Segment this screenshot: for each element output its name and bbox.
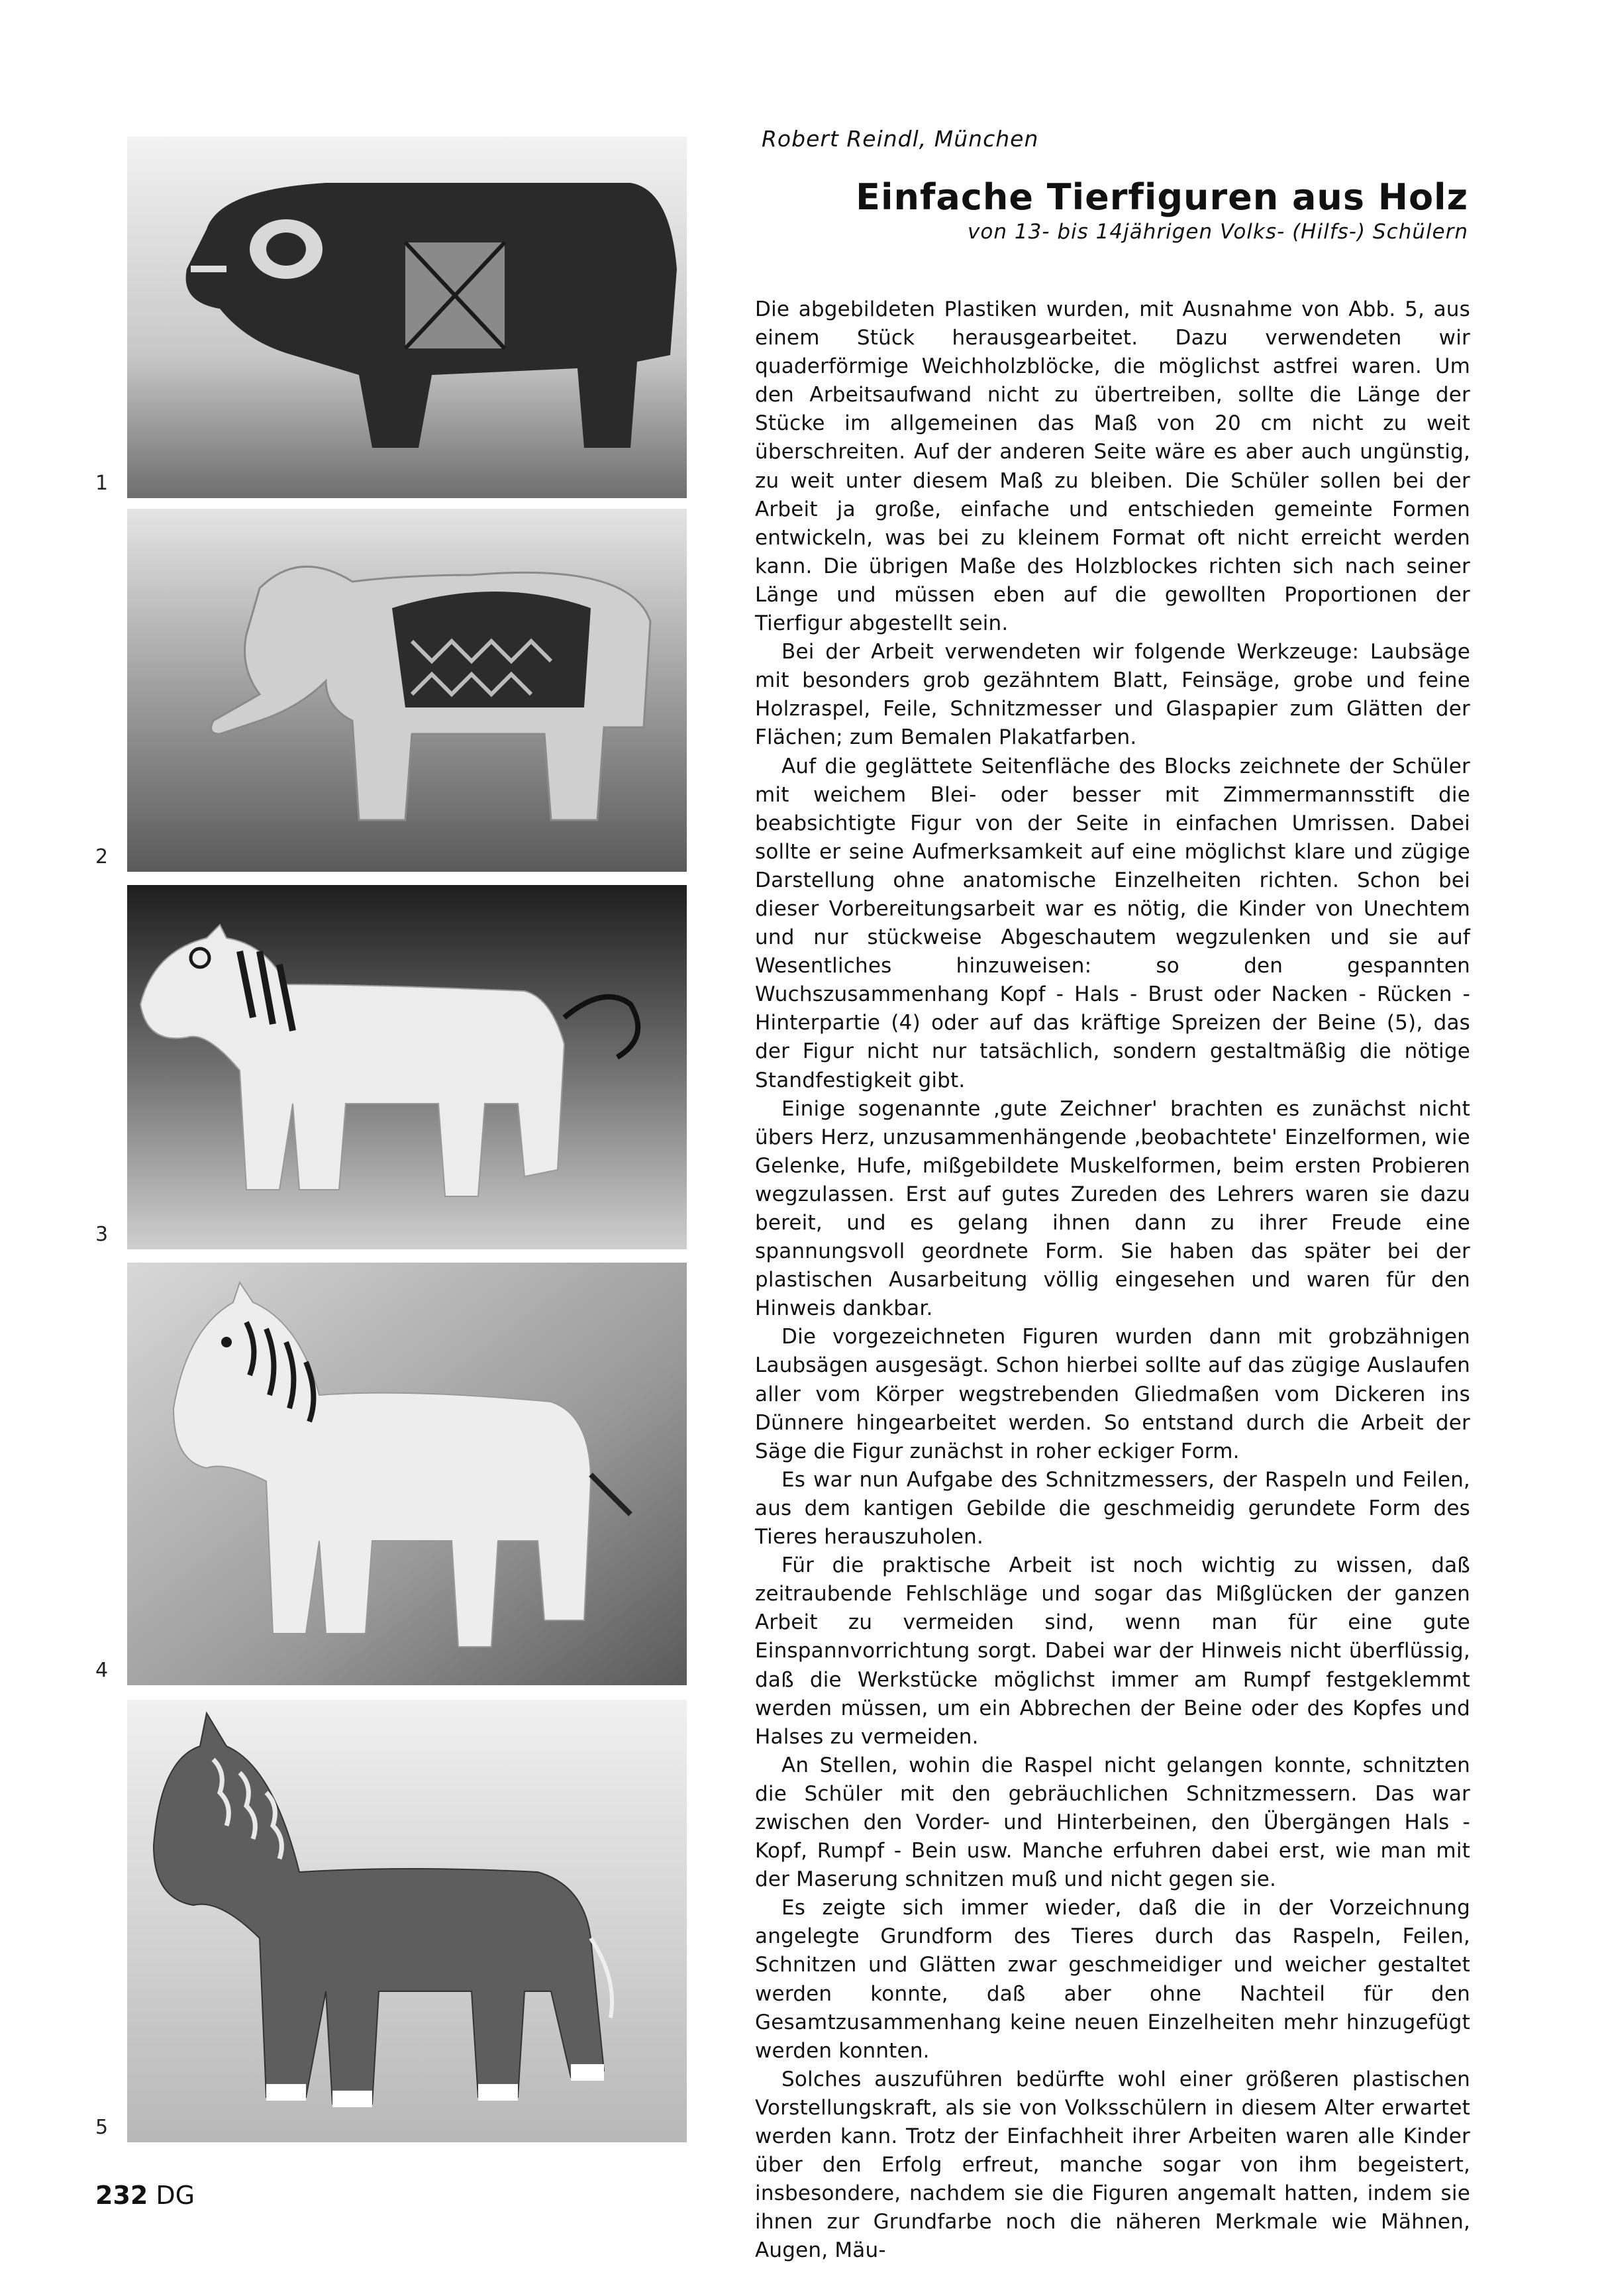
donkey-figure-image <box>127 1700 687 2142</box>
paragraph: Die abgebildeten Plastiken wurden, mit Ausnahme von Abb. 5, aus einem Stück herausgearbeitet. Dazu verwendeten wir quaderförmige Weichholzblöcke, die möglichst astfrei waren. Um den Arbeitsaufwand nicht zu übertreiben, sollte die Länge der Stücke im allgemeinen das Maß von 20 cm nicht zu weit überschreiten. Auf der anderen Seite wäre es aber auch ungünstig, zu weit unter diesem Maß zu bleiben. Die Schüler sollen bei der Arbeit ja große, einfache und entschieden gemeinte Formen entwickeln, was bei zu kleinem Format oft nicht erreicht werden kann. Die übrigen Maße des Holzblockes richten sich nach seiner Länge und müssen eben auf die gewollten Proportionen der Tierfigur abgestellt sein. <box>755 297 1470 636</box>
figure-2-number: 2 <box>95 845 109 868</box>
figure-1-number: 1 <box>95 472 109 495</box>
hippo-figure-image <box>127 136 687 498</box>
paragraph: Bei der Arbeit verwendeten wir folgende Werkzeuge: Laubsäge mit besonders grob gezähntem Blatt, Feinsäge, grobe und feine Holzraspel, Feile, Schnitzmesser und Glaspapier zum Glätten der Flächen; zum Bemalen Plakatfarben. <box>755 640 1470 750</box>
horse-figure-image <box>127 1263 687 1685</box>
paragraph: Die vorgezeichneten Figuren wurden dann mit grobzähnigen Laubsägen ausgesägt. Schon hierbei sollte auf das zügige Auslaufen aller vom Körper wegstrebenden Gliedmaßen vom Dickeren ins Dünnere hingearbeitet werden. So entstand durch die Arbeit der Säge die Figur zunächst in roher eckiger Form. <box>755 1325 1470 1463</box>
figure-2-photo <box>127 509 687 872</box>
paragraph: Es war nun Aufgabe des Schnitzmessers, der Raspeln und Feilen, aus dem kantigen Gebilde die geschmeidig gerundete Form des Tieres herauszuholen. <box>755 1467 1470 1549</box>
paragraph: Solches auszuführen bedürfte wohl einer größeren plastischen Vorstellungskraft, als sie von Volksschülern in diesem Alter erwartet werden kann. Trotz der Einfachheit ihrer Arbeiten waren alle Kinder über den Erfolg erfreut, manche sogar von ihm begeistert, insbesondere, nachdem sie die Figuren angemalt hatten, indem sie ihnen zur Grundfarbe noch die näheren Merkmale wie Mähnen, Augen, Mäu- <box>755 2067 1470 2263</box>
page-folio <box>95 2181 195 2210</box>
zebra-figure-image <box>127 885 687 1249</box>
article-subtitle: von 13- bis 14jährigen Volks- (Hilfs-) Schülern <box>968 220 1468 244</box>
figure-5-photo <box>127 1700 687 2142</box>
figure-3-photo <box>127 885 687 1249</box>
paragraph: An Stellen, wohin die Raspel nicht gelangen konnte, schnitzten die Schüler mit den gebräuchlichen Schnitzmessern. Das war zwischen den Vorder- und Hinterbeinen, den Übergängen Hals - Kopf, Rumpf - Bein usw. Manche erfuhren dabei erst, wie man mit der Maserung schnitzen muß und nicht gegen sie. <box>755 1753 1470 1892</box>
article-title: Einfache Tierfiguren aus Holz <box>856 176 1468 218</box>
paragraph: Für die praktische Arbeit ist noch wichtig zu wissen, daß zeitraubende Fehlschläge und sogar das Mißglücken der ganzen Arbeit zu vermeiden sind, wenn man für eine gute Einspannvorrichtung sorgt. Dabei war der Hinweis nicht überflüssig, daß die Werkstücke möglichst immer am Rumpf festgeklemmt werden müssen, um ein Abbrechen der Beine oder des Kopfes und Halses zu vermeiden. <box>755 1553 1470 1749</box>
figure-4-number: 4 <box>95 1659 109 1682</box>
paragraph: Auf die geglättete Seitenfläche des Blocks zeichnete der Schüler mit weichem Blei- oder besser mit Zimmermannsstift die beabsichtigte Figur von der Seite in einfachen Umrissen. Dabei sollte er seine Aufmerksamkeit auf eine möglichst klare und zügige Darstellung ohne anatomische Einzelheiten richten. Schon bei dieser Vorbereitungsarbeit war es nötig, die Kinder von Unechtem und nur stückweise Abgeschautem wegzulenken und sie auf Wesentliches hinzuweisen: so den gespannten Wuchszusammenhang Kopf - Hals - Brust oder Nacken - Rücken - Hinterpartie (4) oder auf das kräftige Spreizen der Beine (5), das der Figur nicht nur tatsächlich, sondern gestaltmäßig die nötige Standfestigkeit gibt. <box>755 754 1470 1092</box>
page-number: 232 <box>95 2181 148 2210</box>
elephant-figure-image <box>127 509 687 872</box>
paragraph: Einige sogenannte ‚gute Zeichner' brachten es zunächst nicht übers Herz, unzusammenhängende ‚beobachtete' Einzelformen, wie Gelenke, Hufe, mißgebildete Muskelformen, beim ersten Probieren wegzulassen. Erst auf gutes Zureden des Lehrers waren sie dazu bereit, und es gelang ihnen dann zu ihrer Freude eine spannungsvoll geordnete Form. Sie haben das später bei der plastischen Ausarbeitung völlig eingesehen und waren für den Hinweis dankbar. <box>755 1096 1470 1321</box>
article-body <box>755 295 1470 2265</box>
author-line: Robert Reindl, München <box>762 126 1039 152</box>
journal-abbreviation: DG <box>156 2181 195 2210</box>
figure-5-number: 5 <box>95 2116 109 2139</box>
figure-1-photo <box>127 136 687 498</box>
figure-4-photo <box>127 1263 687 1685</box>
figure-3-number: 3 <box>95 1223 109 1246</box>
paragraph: Es zeigte sich immer wieder, daß die in der Vorzeichnung angelegte Grundform des Tieres durch das Raspeln, Feilen, Schnitzen und Glätten zwar geschmeidiger und weicher gestaltet werden konnte, daß aber ohne Nachteil für den Gesamtzusammenhang keine neuen Einzelheiten mehr hinzugefügt werden konnten. <box>755 1896 1470 2063</box>
